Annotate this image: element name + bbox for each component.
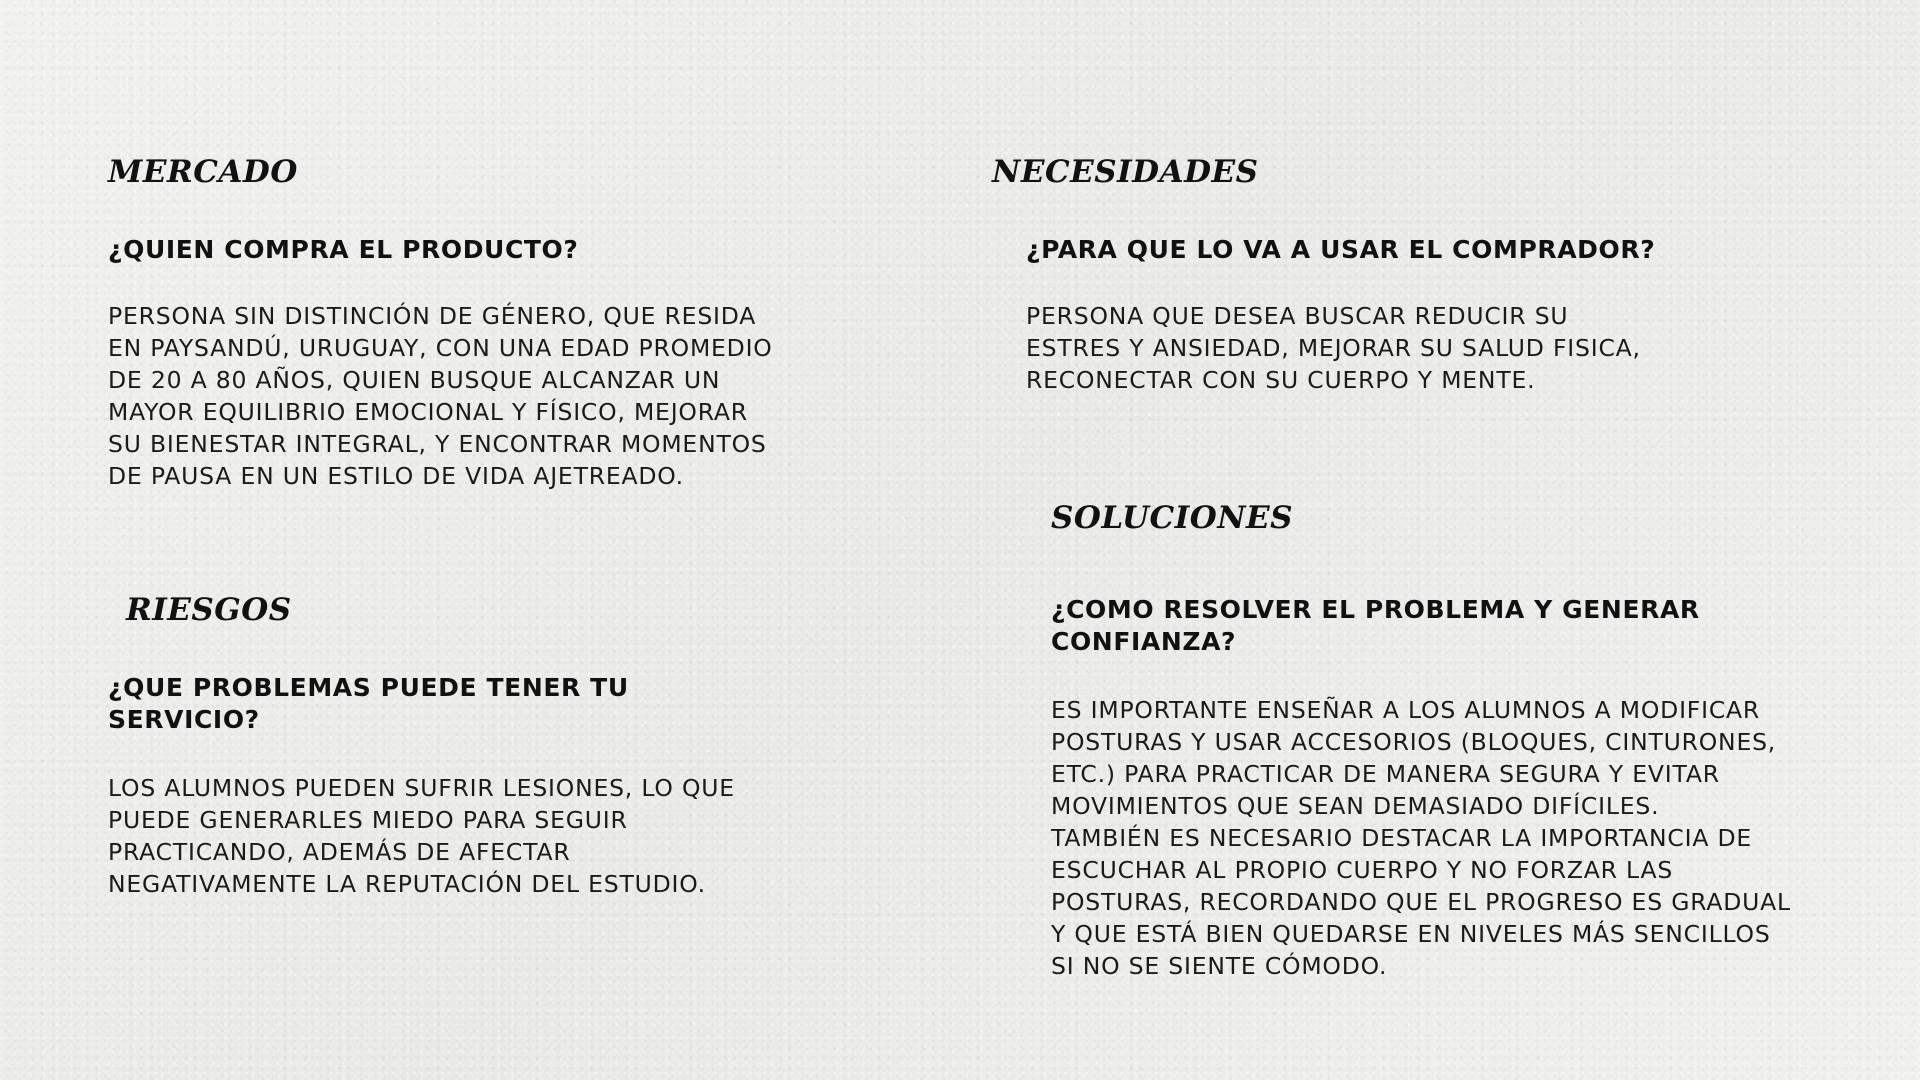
necesidades-question: ¿PARA QUE LO VA A USAR EL COMPRADOR? (1026, 235, 1656, 264)
soluciones-title: SOLUCIONES (1051, 500, 1294, 536)
soluciones-body (1051, 694, 1791, 982)
necesidades-body: PERSONA QUE DESEA BUSCAR REDUCIR SU ESTRES Y ANSIEDAD, MEJORAR SU SALUD FISICA, RECONECTAR CON SU CUERPO Y MENTE. (1026, 302, 1641, 394)
soluciones-body-paragraph-2: TAMBIÉN ES NECESARIO DESTACAR LA IMPORTANCIA DE ESCUCHAR AL PROPIO CUERPO Y NO FORZAR LAS POSTURAS, RECORDANDO QUE EL PROGRESO ES GRADUAL Y QUE ESTÁ BIEN QUEDARSE EN NIVELES MÁS SENCILLOS SI NO SE SIENTE CÓMODO. (1051, 824, 1791, 980)
mercado-question: ¿QUIEN COMPRA EL PRODUCTO? (108, 235, 579, 264)
riesgos-body: LOS ALUMNOS PUEDEN SUFRIR LESIONES, LO QUE PUEDE GENERARLES MIEDO PARA SEGUIR PRACTICANDO, ADEMÁS DE AFECTAR NEGATIVAMENTE LA REPUTACIÓN DEL ESTUDIO. (108, 774, 735, 898)
soluciones-question: ¿COMO RESOLVER EL PROBLEMA Y GENERAR CONFIANZA? (1051, 595, 1700, 656)
riesgos-title: RIESGOS (126, 592, 292, 628)
riesgos-question: ¿QUE PROBLEMAS PUEDE TENER TU SERVICIO? (108, 673, 629, 734)
mercado-body: PERSONA SIN DISTINCIÓN DE GÉNERO, QUE RESIDA EN PAYSANDÚ, URUGUAY, CON UNA EDAD PROMEDIO DE 20 A 80 AÑOS, QUIEN BUSQUE ALCANZAR UN MAYOR EQUILIBRIO EMOCIONAL Y FÍSICO, MEJORAR SU BIENESTAR INTEGRAL, Y ENCONTRAR MOMENTOS DE PAUSA EN UN ESTILO DE VIDA AJETREADO. (108, 302, 773, 490)
mercado-title: MERCADO (108, 154, 298, 190)
necesidades-title: NECESIDADES (992, 154, 1259, 190)
soluciones-body-paragraph-1: ES IMPORTANTE ENSEÑAR A LOS ALUMNOS A MODIFICAR POSTURAS Y USAR ACCESORIOS (BLOQUES, CINTURONES, ETC.) PARA PRACTICAR DE MANERA SEGURA Y EVITAR MOVIMIENTOS QUE SEAN DEMASIADO DIFÍCILES. (1051, 696, 1777, 820)
